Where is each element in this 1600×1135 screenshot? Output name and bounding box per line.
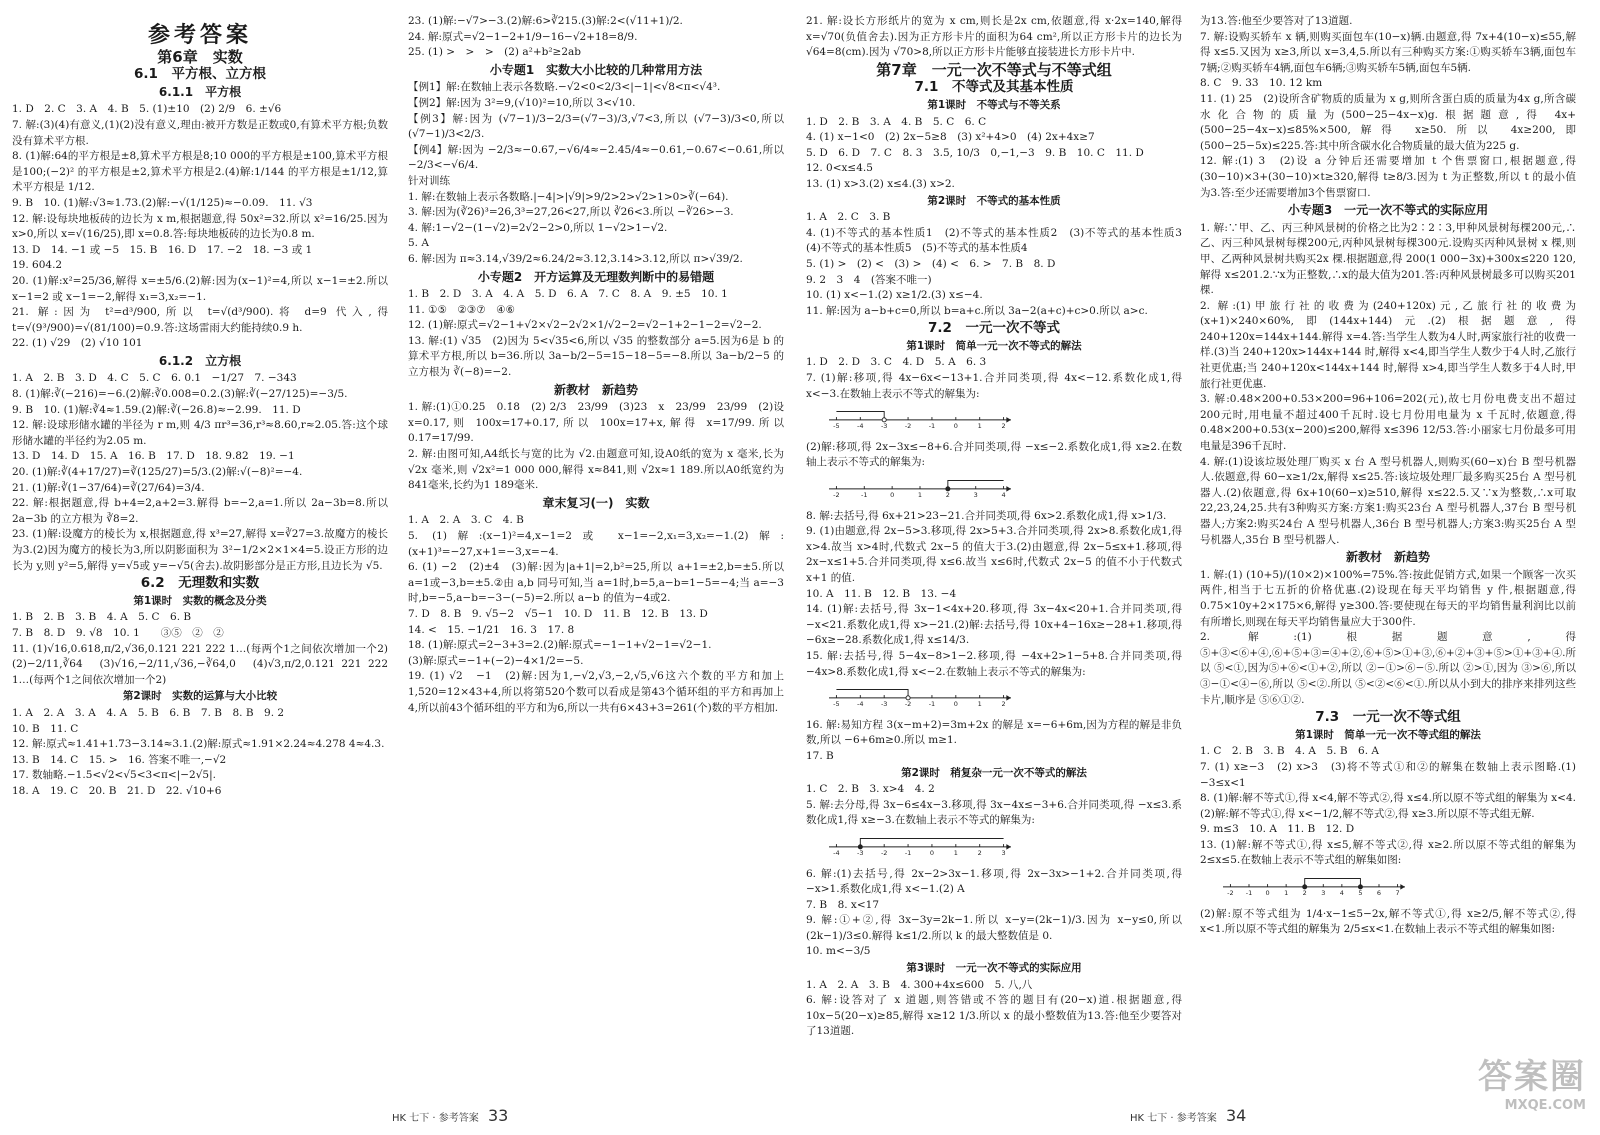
answer-paragraph: 5. (1) > (2) < (3) > (4) < 6. > 7. B 8. D [806, 257, 1056, 270]
number-line-tick-label: 0 [890, 491, 895, 500]
answer-paragraph: 为13.答:他至少要答对了13道题. [1200, 15, 1353, 27]
answer-paragraph: 13. B 14. C 15. > 16. 答案不唯一,−√2 [12, 753, 227, 766]
answer-paragraph: 8. (1)解:解不等式①,得 x<4,解不等式②,得 x≤4.所以原不等式组的解集为 x<4.(2)解:解不等式①,得 x<−1/2,解不等式②,得 x≥3.所以原不等式组无解. [1200, 792, 1576, 820]
number-line-tick-label: 2 [1001, 700, 1006, 709]
lesson-heading: 第1课时 实数的概念及分类 [133, 594, 267, 607]
lesson-heading: 第1课时 简单一元一次不等式组的解法 [1295, 728, 1481, 741]
right-page [800, 0, 1600, 1135]
answer-paragraph: 12. 解:(1) 3 (2)设 a 分钟后还需要增加 t 个售票窗口,根据题意,得 (30−10)×3+(30−10)×t≥320,解得 t≥8/3.因为 t 为正整数,所以 t 的最小值为3.答:至少还需要增加3个售票窗口. [1200, 155, 1576, 199]
answer-paragraph: 9. 2 3 4 (答案不唯一) [806, 273, 932, 286]
answer-paragraph: 8. C 9. 33 10. 12 km [1200, 77, 1323, 90]
page-number: 34 [1225, 1106, 1247, 1125]
number-line-tick-label: 1 [917, 491, 923, 500]
answer-paragraph: 9. B 10. (1)解:∛4≈1.59.(2)解:∛(−26.8)≈−2.99. 11. D [12, 403, 301, 416]
number-line-tick-label: 4 [1001, 491, 1006, 500]
answer-paragraph: 22. 解:根据题意,得 b+4=2,a+2=3.解得 b=−2,a=1.所以 2a−3b=8.所以 2a−3b 的立方根为 ∛8=2. [12, 497, 388, 525]
answer-paragraph: 13. D 14. −1 或 −5 15. B 16. D 17. −2 18. −3 或 1 [12, 243, 313, 256]
answer-paragraph: 4. (1)不等式的基本性质1 (2)不等式的基本性质2 (3)不等式的基本性质3 (4)不等式的基本性质5 (5)不等式的基本性质4 [806, 226, 1193, 255]
answer-paragraph: 10. m<−3/5 [806, 945, 871, 958]
answer-paragraph: 21. 解:设长方形纸片的宽为 x cm,则长是2x cm,依题意,得 x·2x=140,解得 x=√70(负值舍去).因为正方形卡片的面积为64 cm²,所以正方形卡片的边长为 √64=8(cm).因为 √70>8,所以正方形卡片能够直接装进长方形卡片中. [806, 15, 1182, 59]
answer-paragraph: 11. (1) 25 (2)设所含矿物质的质量为 x g,则所含蛋白质的质量为4x g,所含碳水化合物的质量为(500−25−4x−x)g.根据题意,得 4x+(500−25−4x−x)≤85%×500,解得 x≥50.所以 4x≥200,即 (500−25−5x)≤225.答:其中所含碳水化合物质量的最大值为225 g. [1200, 92, 1576, 152]
answer-paragraph: (2)解:移项,得 2x−3x≤−8+6.合并同类项,得 −x≤−2.系数化成1,得 x≥2.在数轴上表示不等式的解集为: [806, 440, 1182, 469]
answer-paragraph: 6. 解:因为 π≈3.14,√39/2≈6.24/2≈3.12,3.14>3.12,所以 π>√39/2. [408, 252, 743, 265]
right-column-2 [1200, 14, 1576, 1104]
number-line-tick-label: 0 [929, 849, 935, 858]
answer-paragraph: 8. (1)解:∛(−216)=−6.(2)解:∛0.008=0.2.(3)解:∛(−27/125)=−3/5. [12, 388, 348, 401]
answer-paragraph: 3. 解:因为(∛26)³=26,3³=27,26<27,所以 ∛26<3.所以 −∛26>−3. [408, 206, 734, 219]
page-footer-right [1130, 1106, 1246, 1125]
chapter-heading: 第7章 一元一次不等式与不等式组 [876, 60, 1112, 79]
subsection-heading: 小专题3 一元一次不等式的实际应用 [1287, 203, 1489, 218]
number-line-diagram [820, 405, 1020, 431]
answer-paragraph: 21. 解:因为 t²=d³/900,所以 t=√(d³/900).将 d=9 代入,得 t=√(9³/900)=√(81/100)=0.9.答:这场雷雨大约能持续0.9 h. [12, 306, 388, 334]
chapter-heading: 第6章 实数 [157, 47, 243, 66]
answer-paragraph: 1. 解:∵甲、乙、丙三种风景树的价格之比为2∶2∶3,甲种风景树每棵200元,∴乙、丙三种风景树每棵200元,丙种风景树每棵300元.设购买丙种风景树 x 棵,则甲、乙两种风景树共购买2x 棵.根据题意,得 200(1 000−3x)+300x≤220 120,解得 x≤201.2.∵x为正整数,∴x的最大值为201.答:丙种风景树最多可以购买201棵. [1200, 221, 1576, 297]
subsection-heading: 新教材 新趋势 [553, 382, 638, 397]
number-line-tick-label: 0 [1265, 889, 1270, 898]
answer-paragraph: 2. 解:(1)甲旅行社的收费为(240+120x)元,乙旅行社的收费为(x+1)×240×60%,即(144x+144)元.(2)根据题意,得 240+120x=144x+144.解得 x=4.答:当学生人数为4人时,两家旅行社的收费一样.(3)当 240+120x>144x+144 时,解得 x<4,即当学生人数少于4人时,乙旅行社更优惠;当 240+120x<144x+144 时,解得 x>4,即当学生人数多于4人时,甲旅行社更优惠. [1200, 299, 1576, 390]
answer-paragraph: 22. (1) √29 (2) √10 101 [12, 337, 143, 350]
footer-tag: HK 七下 · 参考答案 [392, 1113, 479, 1124]
number-line-tick-label: -3 [880, 700, 888, 709]
lesson-heading: 第1课时 不等式与不等关系 [927, 98, 1061, 111]
answer-paragraph: 11. 解:因为 a−b+c=0,所以 b=a+c.所以 3a−2(a+c)+c>0.所以 a>c. [806, 304, 1148, 317]
answer-paragraph: 5. 解:去分母,得 3x−6≤4x−3.移项,得 3x−4x≤−3+6.合并同类项,得 −x≤3.系数化成1,得 x≥−3.在数轴上表示不等式的解集为: [806, 798, 1182, 827]
number-line-tick-label: 2 [977, 849, 982, 858]
page-number: 33 [487, 1106, 509, 1125]
answer-paragraph: 6. 解:(1)去括号,得 2x−2>3x−1.移项,得 2x−3x>−1+2.合并同类项,得 −x>1.系数化成1,得 x<−1.(2) A [806, 867, 1182, 896]
number-line-arrow [1006, 844, 1011, 850]
endpoint-dot [1303, 885, 1307, 889]
watermark-logo-text: 答案圈 [1478, 1057, 1586, 1097]
answer-paragraph: 11. (1)√16,0.618,π/2,√36,0.121 221 222 1…(每两个1之间依次增加一个2) (2)−2/11,∛64 (3)√16,−2/11,√36,−∛64,0 (4)√3,π/2,0.121 221 222 1…(每两个1之间依次增加一个2) [12, 642, 399, 686]
section-heading: 6.2 无理数和实数 [140, 575, 260, 592]
solution-range [1305, 879, 1361, 887]
answer-paragraph: 2. 解:由图可知,A4纸长与宽的比为 √2.由题意可知,设A0纸的宽为 x 毫米,长为 √2x 毫米,则 √2x²=1 000 000,解得 x≈841,则 √2x≈1 189.所以A0纸宽约为841毫米,长约为1 189毫米. [408, 448, 784, 492]
number-line-tick-label: 1 [977, 700, 982, 709]
answer-paragraph: 6. (1) −2 (2)±4 (3)解:因为|a+1|=2,b²=25,所以 a+1=±2,b=±5.所以 a=1或−3,b=±5.②由 a,b 同号可知,当 a=1时,b=5,a−b=1−5=−4;当 a=−3时,b=−5,a−b=−3−(−5)=2.所以 a−b 的值为−4或2. [408, 561, 784, 605]
answer-paragraph: 1. D 2. D 3. C 4. D 5. A 6. 3 [806, 356, 987, 369]
lesson-heading: 第3课时 一元一次不等式的实际应用 [906, 962, 1082, 975]
answer-paragraph: 9. 解:①+②,得 3x−3y=2k−1.所以 x−y=(2k−1)/3.因为 x−y≤0,所以 (2k−1)/3≤0.解得 k≤1/2.所以 k 的最大整数值是 0. [806, 914, 1182, 942]
number-line-tick-label: -2 [833, 491, 840, 500]
page-footer-left [392, 1106, 508, 1125]
answer-paragraph: 9. m≤3 10. A 11. B 12. D [1200, 823, 1355, 836]
answer-paragraph: 17. B [806, 749, 834, 762]
answer-paragraph: 【例2】解:因为 3²=9,(√10)²=10,所以 3<√10. [408, 96, 636, 109]
number-line-tick-label: 1 [977, 422, 982, 431]
answer-paragraph: 5. D 6. D 7. C 8. 3 3.5, 10/3 0,−1,−3 9. B 10. C 11. D [806, 146, 1144, 159]
answer-paragraph: 18. (1)解:原式=2−3+3=2.(2)解:原式=−1−1+√2−1=√2−1. [408, 639, 712, 652]
number-line-diagram [820, 832, 1020, 858]
answer-paragraph: 4. 解:1−√2−(1−√2)=2√2−2>0,所以 1−√2>1−√2. [408, 221, 668, 234]
left-column-1 [12, 14, 399, 1104]
subsection-heading: 章末复习(一) 实数 [542, 495, 650, 510]
answer-paragraph: 20. (1)解:∛(4+17/27)=∛(125/27)=5/3.(2)解:√(−8)²=−4. [12, 466, 303, 479]
answer-paragraph: 1. 解:在数轴上表示各数略.|−4|>|√9|>9/2>2>√2>1>0>∛(−64). [408, 190, 729, 203]
answer-paragraph: 23. (1)解:设魔方的棱长为 x,根据题意,得 x³=27,解得 x=∛27=3.故魔方的棱长为3.(2)因为魔方的棱长为3,所以阴影面积为 3²−1/2×2×1×4=5.设正方形的边长为 y,则 y²=5,解得 y=√5或 y=−√5(舍去).故阴影部分是正方形,且边长为 √5. [12, 528, 388, 572]
number-line-diagram [820, 683, 1020, 709]
endpoint-dot [882, 418, 886, 422]
answer-paragraph: 12. 解:设球形储水罐的半径为 r m,则 4/3 πr³=36,r³≈8.60,r≈2.05.答:这个球形储水罐的半径约为2.05 m. [12, 419, 388, 447]
number-line-tick-label: 7 [1395, 889, 1400, 898]
number-line-tick-label: 2 [1001, 422, 1006, 431]
number-line-tick-label: 1 [1284, 889, 1289, 898]
number-line-tick-label: -2 [904, 422, 912, 431]
answer-paragraph: 8. (1)解:64的平方根是±8,算术平方根是8;10 000的平方根是±100,算术平方根是100;(−2)² 的平方根是±2,算术平方根是2.(4)解:1/144 的平方根是±1/12,算术平方根是 1/12. [12, 150, 388, 194]
answer-paragraph: 1. 解:(1)①0.25 0.1̇8 (2) 2/3 23/99 (3)23 x 23/99 23/99 (2)设 x=0.17̇,则 100x=17+0.17̇,所以 100x=17+x,解得 x=17/99.所以 0.17̇=17/99. [408, 401, 784, 445]
section-heading: 6.1 平方根、立方根 [134, 66, 266, 83]
number-line-tick-label: -4 [857, 700, 864, 709]
answer-paragraph: 14. (1)解:去括号,得 3x−1<4x+20.移项,得 3x−4x<20+1.合并同类项,得 −x<21.系数化成1,得 x>−21.(2)解:去括号,得 10x+4−16x≥−28+1.移项,得 −6x≥−28.系数化成1,得 x≤14/3. [806, 603, 1182, 647]
answer-paragraph: 13. 解:(1) √35 (2)因为 5<√35<6,所以 √35 的整数部分 a=5.因为6是 b 的算术平方根,所以 b=36.所以 3a−b/2−5=15−18−5=−8.所以 3a−b/2−5 的立方根为 ∛(−8)=−2. [408, 334, 784, 379]
subsection-heading: 6.1.2 立方根 [158, 353, 242, 368]
right-column-1 [806, 14, 1193, 1104]
number-line-diagram [1214, 872, 1414, 898]
number-line-tick-label: -1 [1245, 889, 1253, 898]
number-line-tick-label: -2 [880, 849, 888, 858]
lesson-heading: 第2课时 不等式的基本性质 [927, 194, 1061, 207]
answer-paragraph: 10. A 11. B 12. B 13. −4 [806, 587, 957, 600]
endpoint-dot [906, 696, 910, 700]
answer-paragraph: 16. 解:易知方程 3(x−m+2)=3m+2x 的解是 x=−6+6m,因为方程的解是非负数,所以 −6+6m≥0.所以 m≥1. [806, 718, 1182, 747]
number-line-tick-label: -1 [928, 422, 936, 431]
number-line-tick-label: 4 [1339, 889, 1344, 898]
number-line-arrow [1006, 695, 1011, 701]
answer-paragraph: 5. (1)解:(x−1)²=4,x−1=2或 x−1=−2,x₁=3,x₂=−1.(2)解:(x+1)³=−27,x+1=−3,x=−4. [408, 530, 784, 558]
section-heading: 7.3 一元一次不等式组 [1315, 709, 1461, 726]
answer-paragraph: 11. ①⑤ ②③⑦ ④⑥ [408, 303, 515, 316]
answer-paragraph: 19. (1) √2 −1 (2)解:因为1,−√2,√3,−2,√5,√6这六个数的平方和加上1,520=12×43+4,所以将第520个数可以看成是第43个循环组的平方和再加上4,所以前43个循环组的平方和为6,所以一共有6×43+3=261(个)数的平方相加. [408, 670, 784, 714]
number-line-tick-label: -1 [928, 700, 936, 709]
answer-paragraph: 7. (1) x≥−3 (2) x>3 (3)将不等式①和②的解集在数轴上表示图略.(1) −3≤x<1 [1200, 760, 1576, 789]
number-line-tick-label: 6 [1376, 889, 1382, 898]
subsection-heading: 小专题2 开方运算及无理数判断中的易错题 [477, 269, 715, 284]
answer-paragraph: 1. C 2. B 3. x>4 4. 2 [806, 783, 935, 796]
number-line-tick-label: 5 [1358, 889, 1363, 898]
section-heading: 7.2 一元一次不等式 [928, 320, 1060, 337]
number-line-tick-label: 0 [953, 700, 958, 709]
answer-paragraph: 7. (1)解:移项,得 4x−6x<−13+1.合并同类项,得 4x<−12.系数化成1,得 x<−3.在数轴上表示不等式的解集为: [806, 372, 1182, 400]
number-line-tick-label: -1 [904, 849, 912, 858]
subsection-heading: 新教材 新趋势 [1345, 550, 1430, 565]
footer-tag: HK 七下 · 参考答案 [1130, 1113, 1217, 1124]
answer-paragraph: 14. < 15. −1/21 16. 3 17. 8 [408, 623, 575, 636]
number-line-diagram [820, 474, 1020, 500]
endpoint-dot [946, 487, 950, 491]
solution-range [836, 690, 908, 698]
section-heading: 7.1 不等式及其基本性质 [914, 79, 1074, 96]
answer-paragraph: 12. 0<x≤4.5 [806, 162, 873, 175]
endpoint-dot [1358, 885, 1362, 889]
answer-paragraph: 13. (1)解:解不等式①,得 x≤5,解不等式②,得 x≥2.所以原不等式组的解集为 2≤x≤5.在数轴上表示不等式组的解集如图: [1200, 838, 1576, 867]
answer-paragraph: 12. 解:原式≈1.41+1.73−3.14≈3.1.(2)解:原式≈1.91×2.24≈4.278 4≈4.3. [12, 738, 385, 751]
number-line-arrow [1400, 884, 1405, 890]
lesson-heading: 第2课时 稍复杂一元一次不等式的解法 [901, 766, 1087, 779]
answer-paragraph: 8. 解:去括号,得 6x+21>23−21.合并同类项,得 6x>2.系数化成1,得 x>1/3. [806, 509, 1167, 522]
answer-paragraph: 4. 解:(1)设该垃圾处理厂购买 x 台 A 型号机器人,则购买(60−x)台 B 型号机器人.依题意,得 60−x≥1/2x,解得 x≤25.答:该垃圾处理厂最多购买25台 A 型号机器人.(2)依题意,得 6x+10(60−x)≥510,解得 x≤22.5.又∵x为整数,∴x可取22,23,24,25.共有3种购买方案:方案1:购买23台 A 型号机器人,37台 B 型号机器人;方案2:购买24台 A 型号机器人,36台 B 型号机器人;方案3:购买25台 A 型号机器人,35台 B 型号机器人. [1200, 455, 1576, 546]
number-line-tick-label: -1 [861, 491, 868, 500]
number-line-tick-label: 2 [1302, 889, 1307, 898]
answer-paragraph: (2)解:原不等式组为 1/4·x−1≤5−2x,解不等式①,得 x≥2/5,解不等式②,得 x<1.所以原不等式组的解集为 2/5≤x<1.在数轴上表示不等式组的解集如图: [1200, 907, 1576, 936]
answer-paragraph: 1. A 2. A 3. A 4. A 5. B 6. B 7. B 8. B 9. 2 [12, 706, 285, 719]
number-line-tick-label: -2 [904, 700, 912, 709]
answer-paragraph: (3)解:原式=−1+(−2)−4×1/2=−5. [408, 654, 584, 667]
answer-paragraph: 1. A 2. A 3. C 4. B [408, 514, 524, 527]
number-line-tick-label: -4 [857, 422, 864, 431]
answer-paragraph: 1. B 2. D 3. A 4. A 5. D 6. A 7. C 8. A 9. ±5 10. 1 [408, 288, 728, 301]
number-line-tick-label: 1 [953, 849, 958, 858]
answer-paragraph: 7. 解:设购买轿车 x 辆,则购买面包车(10−x)辆.由题意,得 7x+4(10−x)≤55,解得 x≤5.又因为 x≥3,所以 x=3,4,5.所以有三种购买方案:①购买轿车3辆,面包车7辆;②购买轿车4辆,面包车6辆;③购买轿车5辆,面包车5辆. [1200, 30, 1576, 74]
answer-paragraph: 【例4】解:因为 −2/3≈−0.67,−√6/4≈−2.45/4≈−0.61,−0.67<−0.61,所以 −2/3<−√6/4. [408, 143, 784, 172]
number-line-tick-label: -3 [857, 849, 864, 858]
number-line-tick-label: -2 [1227, 889, 1234, 898]
answer-paragraph: 1. A 2. C 3. B [806, 211, 891, 224]
answer-paragraph: 1. D 2. C 3. A 4. B 5. (1)±10 (2) 2/9 6. ±√6 [12, 103, 282, 116]
answer-paragraph: 13. D 14. D 15. A 16. B 17. D 18. 9.82 19. −1 [12, 450, 295, 463]
number-line-arrow [1006, 417, 1011, 423]
number-line-tick-label: -4 [833, 849, 840, 858]
answer-paragraph: 20. (1)解:x²=25/36,解得 x=±5/6.(2)解:因为(x−1)²=4,所以 x−1=±2.所以 x−1=2 或 x−1=−2,解得 x₁=3,x₂=−1. [12, 274, 388, 303]
number-line-tick-label: 0 [953, 422, 958, 431]
answer-paragraph: 23. (1)解:−√7>−3.(2)解:6>∛215.(3)解:2<(√11+1)/2. [408, 15, 683, 27]
subsection-heading: 6.1.1 平方根 [158, 84, 242, 99]
answer-paragraph: 2. 解:(1)根据题意,得 ⑤+③<⑥+④,⑥+⑤+③=④+②,⑥+⑤>①+③,⑥+②+③+⑤>①+③+④.所以 ⑤<①,因为⑤+⑥<①+②,所以 ②−①>⑥−⑤.所以 ②>①,因为 ③>⑥,所以 ③−①<④−⑥,所以 ⑤<②.所以 ⑤<②<⑥<①.所以从小到大的排序来排列这些卡片,顺序是 ⑤⑥①②. [1200, 631, 1576, 706]
number-line-tick-label: 2 [945, 491, 950, 500]
answer-paragraph: 【例3】解:因为 (√7−1)/3−2/3=(√7−3)/3,√7<3,所以 (√7−3)/3<0,所以 (√7−1)/3<2/3. [408, 112, 784, 141]
answer-paragraph: 7. B 8. D 9. √8 10. 1 ③⑤ ② ② [12, 626, 224, 639]
answer-paragraph: 1. D 2. B 3. A 4. B 5. C 6. C [806, 115, 987, 128]
number-line-tick-label: -3 [880, 422, 888, 431]
answer-paragraph: 19. 604.2 [12, 259, 63, 272]
number-line-tick-label: -5 [833, 422, 840, 431]
answer-paragraph: 12. (1)解:原式=√2−1+√2×√2−2√2×1/√2−2=√2−1+2−1−2=√2−2. [408, 319, 762, 332]
lesson-heading: 第1课时 简单一元一次不等式的解法 [906, 339, 1082, 352]
answer-paragraph: 6. 解:设答对了 x 道题,则答错或不答的题目有(20−x)道.根据题意,得 10x−5(20−x)≥85,解得 x≥12 1/3.所以 x 的最小整数值为13.答:他至少要答对了13道题. [806, 994, 1182, 1038]
answer-paragraph: 3. 解:0.48×200+0.53×200=96+106=202(元),故七月份电费支出不超过200元时,用电量不超过400千瓦时.设七月份用电量为 x 千瓦时,依题意,得 0.48×200+0.53(x−200)≤200,解得 x≤396 12/53.答:小丽家七月份最多可用电量是396千瓦时. [1200, 393, 1576, 453]
answer-paragraph: 1. A 2. A 3. B 4. 300+4x≤600 5. 八,八 [806, 978, 1033, 991]
answer-paragraph: 18. A 19. C 20. B 21. D 22. √10+6 [12, 784, 222, 797]
number-line-tick-label: 3 [1001, 849, 1006, 858]
watermark [1478, 1049, 1586, 1113]
number-line-tick-label: -5 [833, 700, 840, 709]
answer-paragraph: 7. 解:(3)(4)有意义,(1)(2)没有意义,理由:被开方数是正数或0,有算术平方根;负数没有算术平方根. [12, 118, 388, 147]
answer-paragraph: 25. (1) > > > (2) a²+b²≥2ab [408, 46, 582, 59]
answer-paragraph: 5. A [408, 237, 429, 250]
watermark-url: MXQE.COM [1504, 1098, 1586, 1113]
answer-paragraph: 24. 解:原式=√2−1−2+1/9−16−√2+18=8/9. [408, 30, 638, 43]
answer-paragraph: 12. 解:设每块地板砖的边长为 x m,根据题意,得 50x²=32.所以 x²=16/25.因为 x>0,所以 x=√(16/25),即 x=0.8.答:每块地板砖的边长为0.8 m. [12, 212, 388, 241]
answer-paragraph: 10. B 11. C [12, 722, 79, 735]
endpoint-dot [858, 845, 862, 849]
answer-paragraph: 15. 解:去括号,得 5−4x−8>1−2.移项,得 −4x+2>1−5+8.合并同类项,得 −4x>8.系数化成1,得 x<−2.在数轴上表示不等式的解集为: [806, 649, 1182, 678]
number-line-tick-label: 3 [1321, 889, 1326, 898]
lesson-heading: 第2课时 实数的运算与大小比较 [122, 690, 278, 703]
answer-paragraph: 【例1】解:在数轴上表示各数略.−√2<0<2/3<|−1|<√8<π<√4³. [408, 81, 721, 94]
answer-paragraph: 4. (1) x−1<0 (2) 2x−5≥8 (3) x²+4>0 (4) 2x+4x≥7 [806, 131, 1095, 144]
subsection-heading: 小专题1 实数大小比较的几种常用方法 [489, 62, 703, 77]
page-title: 参考答案 [147, 23, 252, 48]
answer-paragraph: 针对训练 [408, 174, 450, 187]
answer-paragraph: 10. (1) x<−1.(2) x≥1/2.(3) x≤−4. [806, 289, 983, 302]
answer-paragraph: 1. B 2. B 3. B 4. A 5. C 6. B [12, 611, 192, 624]
number-line-tick-label: 3 [973, 491, 978, 500]
answer-paragraph: 7. D 8. B 9. √5−2 √5−1 10. D 11. B 12. B 13. D [408, 607, 708, 620]
answer-paragraph: 17. 数轴略.−1.5<√2<√5<3<π<|−2√5|. [12, 769, 216, 782]
answer-paragraph: 9. B 10. (1)解:√3≈1.73.(2)解:−√(1/125)≈−0.09. 11. √3 [12, 196, 313, 209]
answer-paragraph: 13. (1) x>3.(2) x≤4.(3) x>2. [806, 177, 955, 190]
answer-paragraph: 1. A 2. B 3. D 4. C 5. C 6. 0.1 −1/27 7. −343 [12, 372, 297, 385]
left-column-2 [408, 14, 784, 1104]
answer-paragraph: 9. (1)由题意,得 2x−5>3.移项,得 2x>5+3.合并同类项,得 2x>8.系数化成1,得 x>4.故当 x>4时,代数式 2x−5 的值大于3.(2)由题意,得 2x−5≤x+1.移项,得 2x−x≤1+5.合并同类项,得 x≤6.故当 x≤6时,代数式 2x−5 的值不小于代数式 x+1 的值. [806, 525, 1182, 584]
answer-paragraph: 1. 解:(1) (10+5)/(10×2)×100%=75%.答:按此促销方式,如果一个顾客一次买两件,相当于七五折的价格优惠.(2)设现在每天平均销售 y 件,根据题意,得 0.75×10y+2×175×6,解得 y≥300.答:要使现在每天的平均销售量利润比以前有所增长,则现在每天平均销售量应大于300件. [1200, 568, 1576, 628]
answer-paragraph: 7. B 8. x<17 [806, 898, 880, 911]
number-line-arrow [1006, 486, 1011, 492]
answer-paragraph: 21. (1)解:∛(1−37/64)=∛(27/64)=3/4. [12, 481, 205, 494]
answer-paragraph: 1. C 2. B 3. B 4. A 5. B 6. A [1200, 745, 1379, 758]
